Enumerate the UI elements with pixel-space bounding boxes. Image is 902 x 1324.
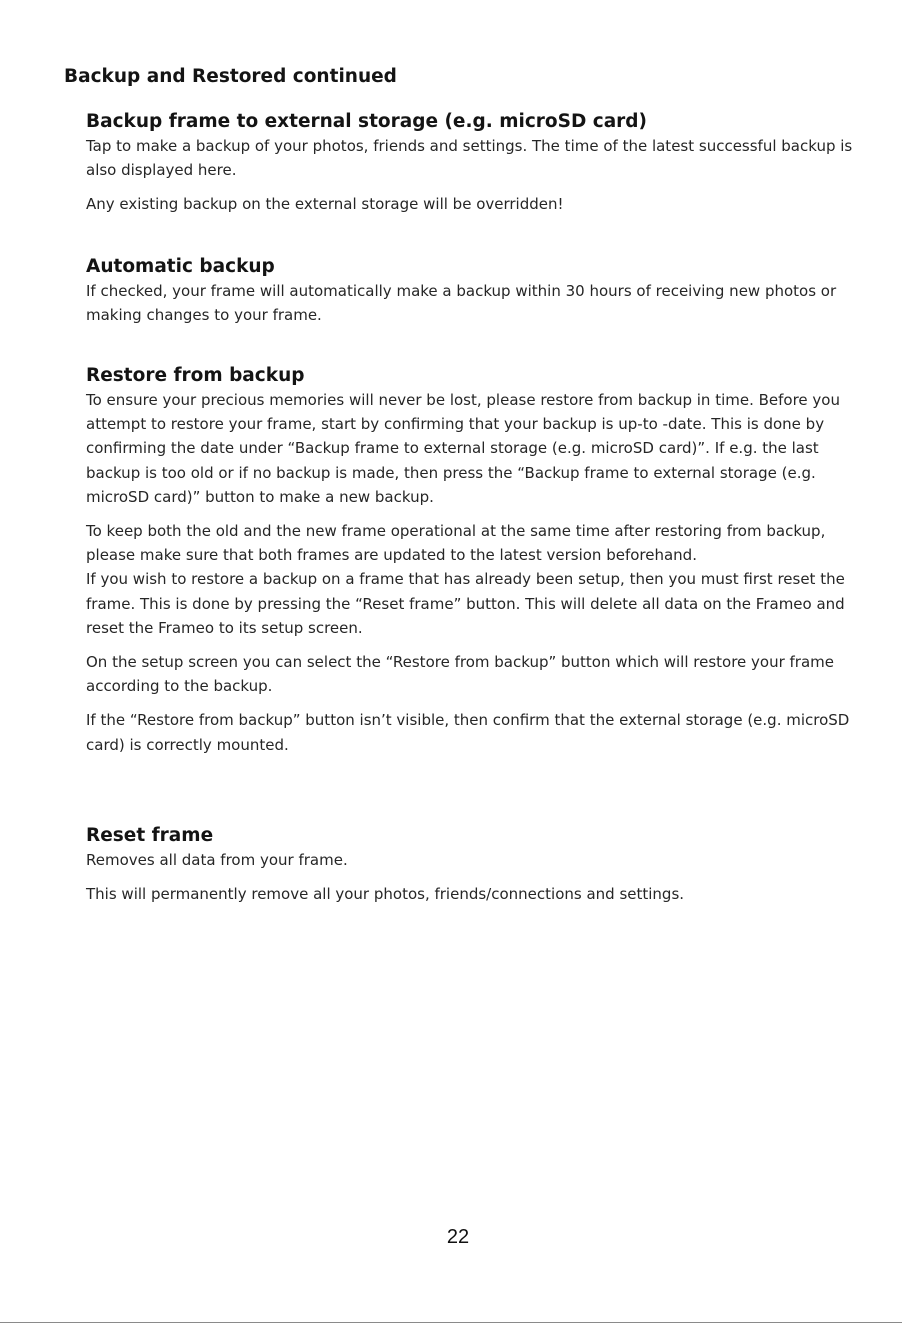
section-restore-from-backup: [86, 364, 866, 757]
paragraph-group: [86, 279, 866, 327]
paragraph: Tap to make a backup of your photos, friends and settings. The time of the latest successful backup is also displayed here.: [86, 137, 853, 180]
paragraph: If the “Restore from backup” button isn’t visible, then confirm that the external storage (e.g. microSD card) is correctly mounted.: [86, 711, 850, 754]
paragraph: To ensure your precious memories will never be lost, please restore from backup in time. Before you attempt to restore your frame, start by confirming that your backup is up-to -date. This is done by confirming the date under “Backup frame to external storage (e.g. microSD card)”. If e.g. the last backup is too old or if no backup is made, then press the “Backup frame to external storage (e.g. microSD card)” button to make a new backup.: [86, 391, 840, 506]
paragraph: Removes all data from your frame.: [86, 851, 348, 869]
section-reset-frame: [86, 824, 866, 906]
page-heading: Backup and Restored continued: [64, 66, 397, 87]
section-title-restore-from-backup: Restore from backup: [86, 365, 305, 386]
section-backup-external-storage: [86, 110, 866, 217]
paragraph-group: [86, 848, 866, 906]
paragraph: If you wish to restore a backup on a frame that has already been setup, then you must first reset the frame. This is done by pressing the “Reset frame” button. This will delete all data on the Frameo and reset the Frameo to its setup screen.: [86, 570, 845, 637]
paragraph-group: [86, 134, 866, 217]
section-title-backup-external: Backup frame to external storage (e.g. microSD card): [86, 111, 648, 132]
paragraph: To keep both the old and the new frame operational at the same time after restoring from backup, please make sure that both frames are updated to the latest version beforehand.: [86, 522, 826, 565]
section-title-automatic-backup: Automatic backup: [86, 256, 275, 277]
paragraph: If checked, your frame will automatically make a backup within 30 hours of receiving new photos or making changes to your frame.: [86, 282, 837, 325]
paragraph: This will permanently remove all your photos, friends/connections and settings.: [86, 885, 685, 904]
section-title-reset-frame: Reset frame: [86, 825, 214, 846]
bottom-divider: [0, 1322, 902, 1323]
section-automatic-backup: [86, 255, 866, 327]
paragraph-group: [86, 388, 866, 757]
paragraph: On the setup screen you can select the “Restore from backup” button which will restore your frame according to the backup.: [86, 653, 835, 696]
paragraph: Any existing backup on the external storage will be overridden!: [86, 195, 564, 214]
page-number: 22: [446, 1226, 470, 1248]
